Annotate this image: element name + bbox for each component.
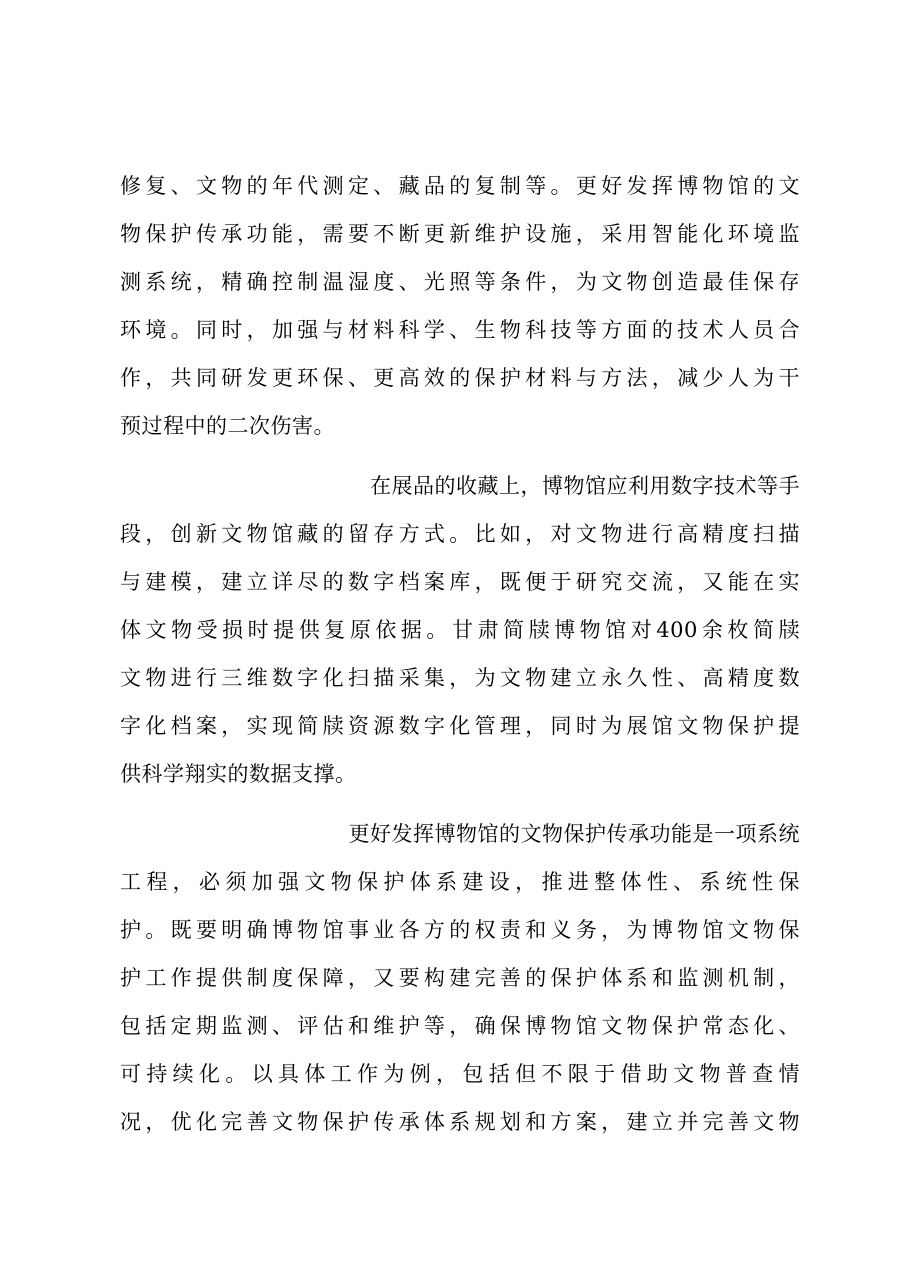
paragraph-line: 环境。同时，加强与材料科学、生物科技等方面的技术人员合 — [120, 318, 800, 342]
paragraph-line: 作，共同研发更环保、更高效的保护材料与方法，减少人为干 — [120, 366, 800, 390]
paragraph-line: 修复、文物的年代测定、藏品的复制等。更好发挥博物馆的文 — [120, 174, 800, 198]
paragraph-line: 与建模，建立详尽的数字档案库，既便于研究交流，又能在实 — [120, 570, 800, 594]
paragraph-line: 在展品的收藏上，博物馆应利用数字技术等手 — [370, 474, 800, 498]
paragraph-line: 护工作提供制度保障，又要构建完善的保护体系和监测机制， — [120, 966, 800, 990]
paragraph-2 — [120, 462, 800, 798]
body-text — [120, 162, 800, 1146]
paragraph-1 — [120, 162, 800, 450]
paragraph-line: 物保护传承功能，需要不断更新维护设施，采用智能化环境监 — [120, 222, 800, 246]
paragraph-line: 段，创新文物馆藏的留存方式。比如，对文物进行高精度扫描 — [120, 522, 800, 546]
paragraph-line: 更好发挥博物馆的文物保护传承功能是一项系统 — [348, 822, 800, 846]
paragraph-line: 供科学翔实的数据支撑。 — [120, 762, 357, 786]
paragraph-line: 字化档案，实现简牍资源数字化管理，同时为展馆文物保护提 — [120, 714, 800, 738]
paragraph-line: 体文物受损时提供复原依据。甘肃简牍博物馆对400余枚简牍 — [120, 618, 800, 642]
paragraph-line: 况，优化完善文物保护传承体系规划和方案，建立并完善文物 — [120, 1110, 800, 1134]
paragraph-3 — [120, 810, 800, 1146]
paragraph-line: 文物进行三维数字化扫描采集，为文物建立永久性、高精度数 — [120, 666, 800, 690]
paragraph-line: 护。既要明确博物馆事业各方的权责和义务，为博物馆文物保 — [120, 918, 800, 942]
paragraph-line: 工程，必须加强文物保护体系建设，推进整体性、系统性保 — [120, 870, 800, 894]
paragraph-spacer — [120, 798, 800, 810]
paragraph-line: 包括定期监测、评估和维护等，确保博物馆文物保护常态化、 — [120, 1014, 800, 1038]
paragraph-line: 预过程中的二次伤害。 — [120, 414, 335, 438]
paragraph-spacer — [120, 450, 800, 462]
paragraph-line: 可持续化。以具体工作为例，包括但不限于借助文物普查情 — [120, 1062, 800, 1086]
paragraph-line: 测系统，精确控制温湿度、光照等条件，为文物创造最佳保存 — [120, 270, 800, 294]
